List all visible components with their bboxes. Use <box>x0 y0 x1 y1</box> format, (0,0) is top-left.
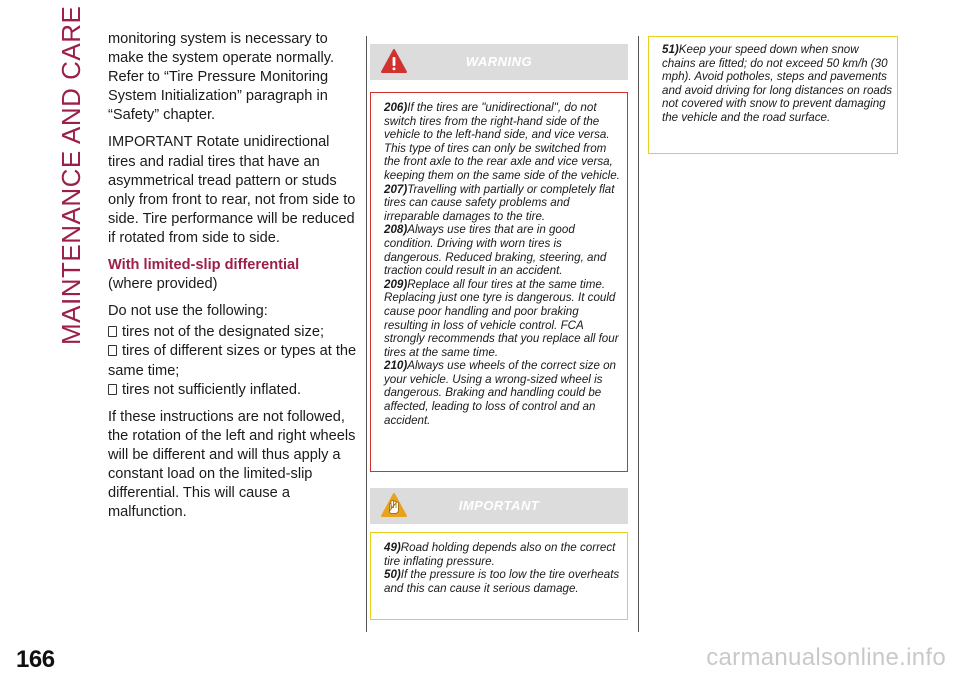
important-item <box>662 43 893 125</box>
note-number: 208) <box>384 223 408 237</box>
important-continued-body <box>648 36 898 154</box>
checkbox-bullet-icon <box>108 326 117 337</box>
list-item <box>108 323 360 342</box>
warning-item <box>384 278 623 360</box>
subheading-note: (where provided) <box>108 276 218 293</box>
body-text-column <box>108 30 360 530</box>
list-item-text: tires not of the designated size; <box>122 324 325 341</box>
note-text: If the pressure is too low the tire overheats and this can cause it serious damage. <box>384 568 620 595</box>
section-title-text: MAINTENANCE AND CARE <box>56 5 86 345</box>
checkbox-bullet-icon <box>108 384 117 395</box>
warning-item <box>384 101 623 183</box>
note-number: 49) <box>384 541 401 554</box>
column-divider <box>638 36 639 632</box>
paragraph: Do not use the following: <box>108 303 268 320</box>
important-item <box>384 568 623 595</box>
paragraph: monitoring system is necessary to make the system operate normally. Refer to “Tire Pressure Monitoring System Initialization” paragraph in “Safety” chapter. <box>108 31 335 124</box>
subheading: With limited-slip differential <box>108 257 300 274</box>
important-body <box>370 532 628 620</box>
column-divider <box>366 36 367 632</box>
list-item <box>108 342 360 380</box>
warning-body <box>370 92 628 472</box>
paragraph: If these instructions are not followed, the rotation of the left and right wheels will be different and will thus apply a constant load on the limited-slip differential. This will cause a malfunction. <box>108 408 356 521</box>
section-side-title <box>56 5 90 345</box>
note-text: Always use tires that are in good condition. Driving with worn tires is dangerous. Reduced braking, steering, and traction could result in an accident. <box>384 223 607 278</box>
note-text: Keep your speed down when snow chains are fitted; do not exceed 50 km/h (30 mph). Avoid potholes, steps and pavements and avoid driving for long distances on roads not covered with snow to prevent damaging the vehicle and the road surface. <box>662 43 893 124</box>
watermark: carmanualsonline.info <box>706 644 946 671</box>
note-number: 206) <box>384 101 408 114</box>
warning-item <box>384 183 623 224</box>
note-number: 207) <box>384 182 408 196</box>
important-title: IMPORTANT <box>458 498 540 513</box>
warning-item <box>384 223 623 277</box>
note-text: Replace all four tires at the same time. Replacing just one tyre is dangerous. It could cause poor handling and poor braking resulting in loss of vehicle control. FCA strongly recommends that you replace all four tires at the same time. <box>384 277 619 359</box>
note-number: 51) <box>662 43 679 56</box>
note-text: Travelling with partially or completely flat tires can cause safety problems and irreparable damages to the tire. <box>384 182 615 223</box>
list-item <box>108 381 360 400</box>
note-number: 210) <box>384 359 408 373</box>
list-item-text: tires of different sizes or types at the same time; <box>108 343 357 379</box>
note-number: 50) <box>384 568 401 582</box>
paragraph: IMPORTANT Rotate unidirectional tires and radial tires that have an asymmetrical tread pattern or studs only from front to rear, not from side to side. Tire performance will be reduced if rotated from side to side. <box>108 134 356 246</box>
warning-title: WARNING <box>465 54 533 69</box>
page-number: 166 <box>16 646 55 673</box>
checkbox-bullet-icon <box>108 345 117 356</box>
note-text: If the tires are "unidirectional", do not switch tires from the right-hand side of the vehicle to the left-hand side, and vice versa. This type of tires can only be switched from the front axle to the rear axle and vice versa, keeping them on the same side of the vehicle. <box>384 101 620 182</box>
warning-item <box>384 359 623 427</box>
list-item-text: tires not sufficiently inflated. <box>122 381 302 398</box>
important-item <box>384 541 623 568</box>
warning-header <box>370 44 628 80</box>
bullet-list <box>108 323 360 399</box>
note-number: 209) <box>384 277 408 291</box>
important-header <box>370 488 628 524</box>
note-text: Road holding depends also on the correct tire inflating pressure. <box>384 541 616 568</box>
note-text: Always use wheels of the correct size on your vehicle. Using a wrong-sized wheel is dangerous. Braking and handling could be affected, leading to loss of control and an accident. <box>384 359 617 427</box>
